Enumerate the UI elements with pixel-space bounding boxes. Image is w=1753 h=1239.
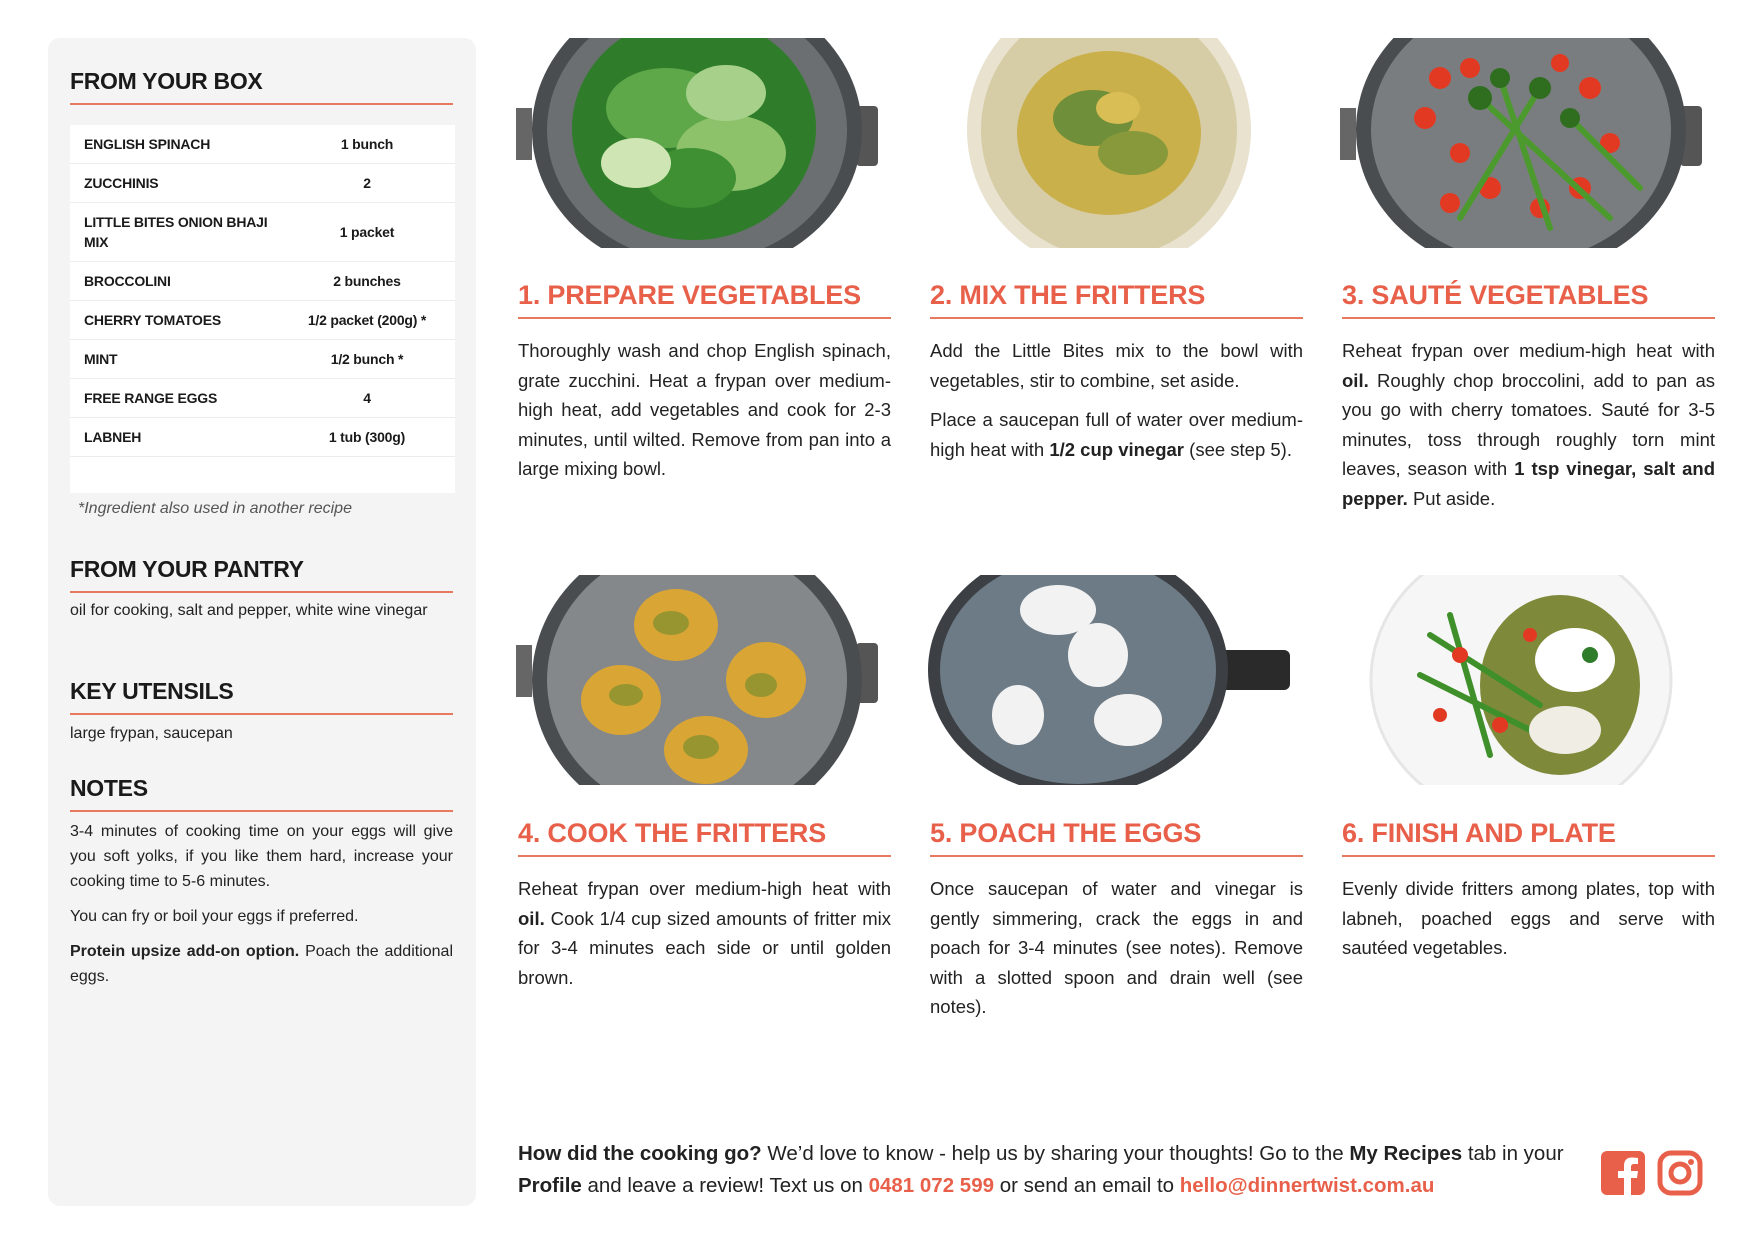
step-2-title: 2. MIX THE FRITTERS <box>930 280 1303 319</box>
step-5-title: 5. POACH THE EGGS <box>930 818 1303 857</box>
ingredient-qty: 1/2 packet (200g) * <box>307 312 427 328</box>
notes-paragraph: You can fry or boil your eggs if preferred. <box>70 908 359 925</box>
ingredients-table <box>70 125 455 493</box>
key-utensils-title: KEY UTENSILS <box>70 678 453 715</box>
ingredient-qty: 1 bunch <box>340 136 394 152</box>
footer-text: and leave a review! Text us on <box>581 1174 869 1197</box>
step-3-title: 3. SAUTÉ VEGETABLES <box>1342 280 1715 319</box>
step-6-image <box>1340 575 1702 785</box>
ingredient-name: BROCCOLINI <box>84 273 171 289</box>
pantry-text: oil for cooking, salt and pepper, white wine vinegar <box>70 602 428 619</box>
ingredient-qty: 2 <box>363 175 371 191</box>
step-text: Reheat frypan over medium-high heat with <box>1342 340 1715 361</box>
ingredient-name: LABNEH <box>84 429 142 445</box>
feedback-footer <box>518 1138 1573 1202</box>
step-1-title: 1. PREPARE VEGETABLES <box>518 280 891 319</box>
ingredient-row <box>70 340 455 379</box>
ingredient-name: CHERRY TOMATOES <box>84 312 222 328</box>
step-6-text: Evenly divide fritters among plates, top with labneh, poached eggs and serve with sautéed vegetables. <box>1342 878 1715 958</box>
step-3-image <box>1340 38 1702 248</box>
step-6-title: 6. FINISH AND PLATE <box>1342 818 1715 857</box>
step-text: Place a saucepan full of water over medium-high heat with <box>930 409 1303 460</box>
ingredient-row <box>70 418 455 457</box>
step-4-text <box>518 874 891 992</box>
protein-upsize-label: Protein upsize add-on option. <box>70 943 300 960</box>
ingredient-qty: 2 bunches <box>333 273 401 289</box>
ingredient-footnote: *Ingredient also used in another recipe <box>78 500 352 517</box>
step-4-image <box>516 575 878 785</box>
ingredient-qty: 1 tub (300g) <box>328 429 406 445</box>
ingredient-name: LITTLE BITES ONION BHAJI MIX <box>84 214 268 250</box>
ingredient-qty: 1 packet <box>339 224 395 240</box>
from-your-pantry-title: FROM YOUR PANTRY <box>70 556 453 593</box>
email-link[interactable]: hello@dinnertwist.com.au <box>1179 1174 1435 1197</box>
ingredient-row <box>70 379 455 418</box>
notes-title: NOTES <box>70 775 453 812</box>
step-1-image <box>516 38 878 248</box>
step-text-bold: oil. <box>1342 369 1369 391</box>
step-2-paragraph <box>930 405 1303 464</box>
step-text-bold: oil. <box>518 907 545 929</box>
footer-text: tab in your <box>1462 1142 1564 1165</box>
phone-number-link[interactable]: 0481 072 599 <box>868 1174 994 1197</box>
ingredient-name: FREE RANGE EGGS <box>84 390 218 406</box>
step-text: Cook 1/4 cup sized amounts of fritter mix for 3-4 minutes each side or until golden brown. <box>518 907 891 988</box>
step-text-bold: 1 tsp vinegar, salt and pepper. <box>1342 458 1716 509</box>
step-5-image <box>928 575 1290 785</box>
ingredient-name: ENGLISH SPINACH <box>84 136 211 152</box>
ingredient-row <box>70 164 455 203</box>
ingredient-row <box>70 203 455 262</box>
step-text: Put aside. <box>1407 487 1496 509</box>
ingredient-name: MINT <box>84 351 118 367</box>
step-4-title: 4. COOK THE FRITTERS <box>518 818 891 857</box>
notes-text-rest: Poach the additional eggs. <box>70 943 453 985</box>
footer-text: or send an email to <box>994 1174 1180 1197</box>
step-text-bold: 1/2 cup vinegar <box>1049 438 1185 460</box>
ingredients-sidebar <box>48 38 476 1206</box>
ingredient-row <box>70 301 455 340</box>
utensils-text: large frypan, saucepan <box>70 725 233 742</box>
ingredient-qty: 1/2 bunch * <box>330 351 404 367</box>
step-2-paragraph: Add the Little Bites mix to the bowl with vegetables, stir to combine, set aside. <box>930 340 1303 391</box>
notes-paragraph: 3-4 minutes of cooking time on your eggs will give you soft yolks, if you like them hard, increase your cooking time to 5-6 minutes. <box>70 823 453 890</box>
notes-paragraph <box>70 939 453 989</box>
ingredient-row <box>70 125 455 164</box>
step-2-image <box>928 38 1290 248</box>
step-2-text <box>930 336 1303 474</box>
feedback-question: How did the cooking go? <box>518 1142 762 1165</box>
from-your-box-title: FROM YOUR BOX <box>70 68 453 105</box>
step-1-text: Thoroughly wash and chop English spinach, grate zucchini. Heat a frypan over medium-high heat, add vegetables and cook for 2-3 minutes, until wilted. Remove from pan into a large mixing bowl. <box>518 340 891 479</box>
step-5-text: Once saucepan of water and vinegar is gently simmering, crack the eggs in and poach for 3-4 minutes (see notes). Remove with a slotted spoon and drain well (see notes). <box>930 878 1303 1017</box>
notes-text <box>70 819 453 999</box>
ingredient-qty: 4 <box>363 390 371 406</box>
profile-label: Profile <box>518 1174 582 1197</box>
footer-text: We’d love to know - help us by sharing your thoughts! Go to the <box>761 1142 1350 1165</box>
step-text: Reheat frypan over medium-high heat with <box>518 878 891 899</box>
step-3-text <box>1342 336 1715 513</box>
facebook-icon[interactable] <box>1600 1150 1646 1196</box>
step-text: (see step 5). <box>1184 438 1292 460</box>
instagram-icon[interactable] <box>1657 1150 1703 1196</box>
ingredient-row <box>70 262 455 301</box>
my-recipes-label: My Recipes <box>1349 1142 1463 1165</box>
ingredient-name: ZUCCHINIS <box>84 175 159 191</box>
step-text: Roughly chop broccolini, add to pan as you go with cherry tomatoes. Sauté for 3-5 minutes, toss through roughly torn mint leaves, season with <box>1342 369 1715 479</box>
